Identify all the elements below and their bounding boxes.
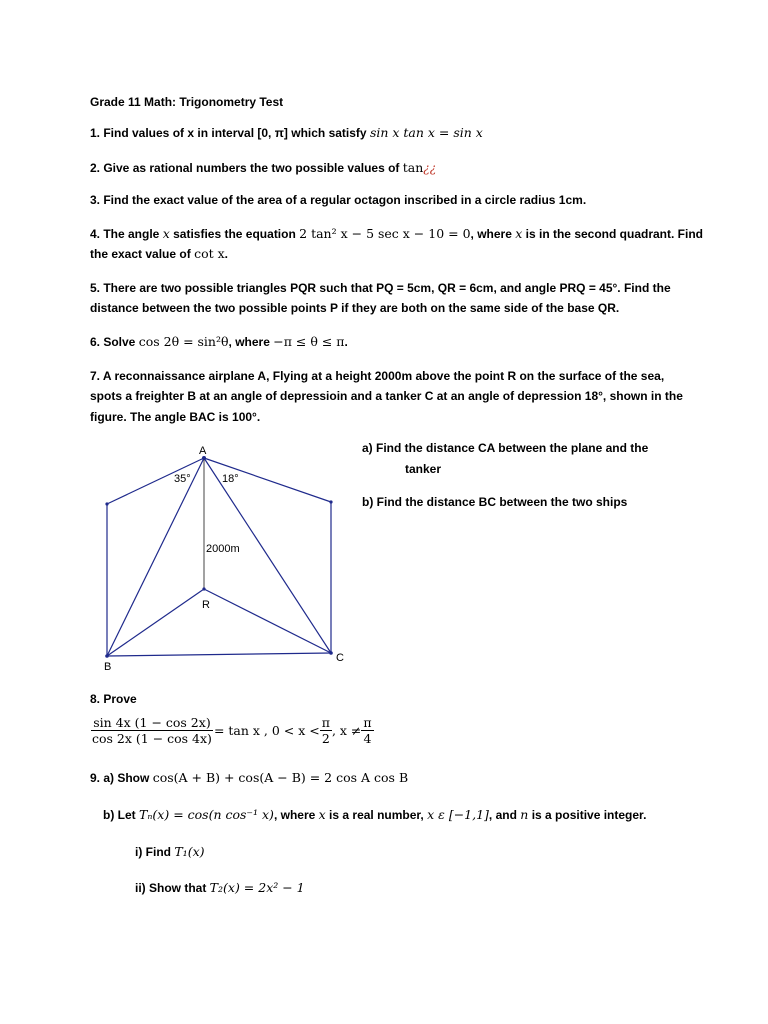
question-8-fraction [90, 715, 214, 746]
question-8-neq: , x ≠ [331, 722, 362, 738]
point-right-top [329, 500, 332, 503]
point-R [202, 587, 205, 590]
question-6-end: . [344, 335, 348, 349]
question-8-two: 2 [321, 731, 330, 746]
question-9a-label: 9. a) Show [90, 771, 150, 785]
question-8-pi-num-2: π [363, 715, 372, 730]
question-9b-text-2: is a real number, [329, 808, 424, 822]
question-9b-var: x [318, 807, 326, 822]
question-9b-i-label: i) Find [135, 845, 171, 859]
question-4-line-2-text: the exact value of [90, 247, 191, 261]
figure-points [105, 456, 333, 658]
question-4-text-b: satisfies the equation [173, 227, 296, 241]
question-6-range: −π ≤ θ ≤ π [273, 334, 345, 349]
question-9b-i [135, 844, 205, 860]
question-6-text-b: , where [228, 335, 270, 349]
label-angle-18: 18° [222, 473, 239, 485]
question-7-line-2: spots a freighter B at an angle of depressioin and a tanker C at an angle of depression 18°, shown in the [90, 389, 683, 403]
question-2-placeholder: ¿¿ [423, 161, 437, 175]
question-8-rhs: = tan x , 0 < x < [213, 722, 320, 738]
label-angle-35: 35° [174, 473, 191, 485]
question-8-pi-over-2 [320, 715, 332, 746]
question-8-pi-num-1: π [321, 715, 330, 730]
question-4-expr: 2 tan² x − 5 sec x − 10 = 0 [299, 226, 471, 241]
question-2-text: 2. Give as rational numbers the two possible values of [90, 161, 400, 175]
question-9a-expr: cos(A + B) + cos(A − B) = 2 cos A cos B [152, 770, 409, 785]
question-9b-ii-expr: T₂(x) = 2x² − 1 [209, 880, 305, 895]
question-9b-text: , where [273, 808, 316, 822]
question-9b-ii [135, 880, 305, 896]
line-RC [204, 589, 331, 653]
line-AC [204, 458, 331, 653]
page-title: Grade 11 Math: Trigonometry Test [90, 95, 284, 109]
label-B: B [104, 661, 112, 673]
question-4-text-a: 4. The angle [90, 227, 160, 241]
label-height: 2000m [206, 543, 240, 555]
question-9b-expr: Tₙ(x) = cos(n cos⁻¹ x) [139, 807, 274, 822]
figure-lines [107, 458, 331, 656]
question-8-pi-over-4 [361, 715, 373, 746]
question-5-line-1: 5. There are two possible triangles PQR such that PQ = 5cm, QR = 6cm, and angle PRQ = 45°. Find the [90, 281, 671, 295]
question-7-part-a-cont: tanker [405, 462, 442, 476]
question-7-line-1: 7. A reconnaissance airplane A, Flying at a height 2000m above the point R on the surface of the sea, [90, 369, 665, 383]
question-9b [103, 807, 646, 823]
question-8-label: 8. Prove [90, 692, 137, 706]
question-4-text-d: is in the second quadrant. Find [525, 227, 703, 241]
question-6-text: 6. Solve [90, 335, 136, 349]
question-9b-label: b) Let [103, 808, 136, 822]
line-RB [107, 589, 204, 656]
question-2-expr: tan [402, 160, 424, 175]
question-9b-i-expr: T₁(x) [174, 844, 205, 859]
question-9a [90, 770, 408, 786]
question-4-var: x [162, 226, 170, 241]
question-8-formula [90, 715, 374, 746]
question-7-part-b: b) Find the distance BC between the two ships [362, 495, 628, 509]
point-C [329, 651, 333, 655]
line-BC [107, 653, 331, 656]
question-8-denominator: cos 2x (1 − cos 4x) [92, 731, 212, 746]
question-6-expr: cos 2θ = sin²θ [138, 334, 229, 349]
label-C: C [336, 652, 344, 664]
question-4-line-2-expr: cot x [194, 246, 225, 261]
question-9b-text-4: is a positive integer. [531, 808, 647, 822]
question-7-part-a: a) Find the distance CA between the plane and the [362, 441, 649, 455]
question-1-text: 1. Find values of x in interval [0, π] which satisfy [90, 126, 367, 140]
question-4-text-c: , where [470, 227, 512, 241]
question-7-line-3: figure. The angle BAC is 100°. [90, 410, 261, 424]
question-1-expr: sin x tan x = sin x [369, 125, 483, 140]
question-9b-n: n [520, 807, 529, 822]
question-4-line-2-end: . [224, 247, 228, 261]
question-5-line-2: distance between the two possible points P if they are both on the same side of the base QR. [90, 301, 620, 315]
label-R: R [202, 599, 210, 611]
question-9b-ii-label: ii) Show that [135, 881, 207, 895]
question-3: 3. Find the exact value of the area of a regular octagon inscribed in a circle radius 1cm. [90, 193, 587, 207]
line-AB [107, 458, 204, 656]
point-left-top [105, 502, 108, 505]
point-B [105, 654, 109, 658]
question-8-four: 4 [363, 731, 372, 746]
question-8-numerator: sin 4x (1 − cos 2x) [93, 715, 211, 730]
question-9b-set: x ε [−1,1] [427, 807, 489, 822]
question-4-var-2: x [515, 226, 523, 241]
question-9b-text-3: , and [488, 808, 517, 822]
label-A: A [199, 445, 207, 457]
